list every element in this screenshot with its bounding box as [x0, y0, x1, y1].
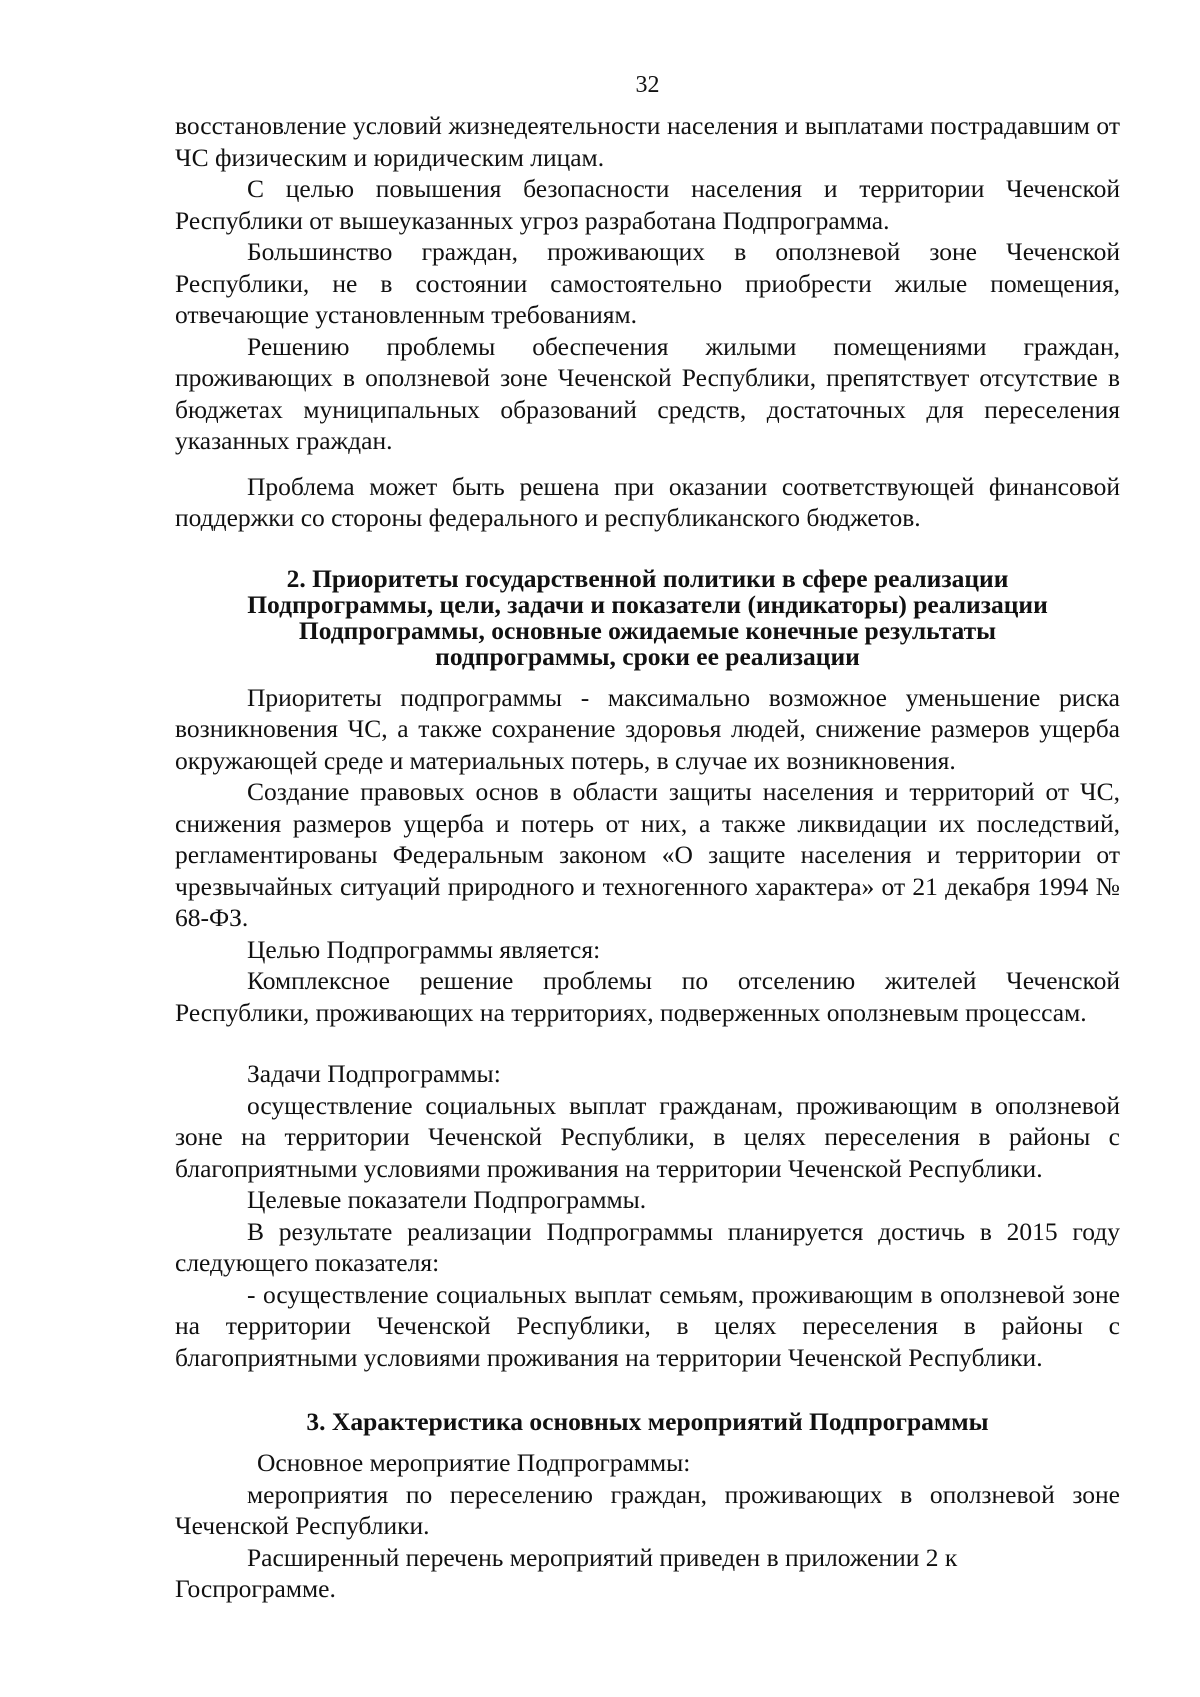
- section-3-paragraph-2: мероприятия по переселению граждан, проживающих в оползневой зоне Чеченской Республики.: [175, 1479, 1120, 1540]
- section-2-paragraph-6: осуществление социальных выплат гражданам, проживающим в оползневой зоне на территории Чеченской Республики, в целях переселения в районы с благоприятными условиями проживания на территории Чеченской Республики.: [175, 1090, 1120, 1183]
- intro-paragraph-1: восстановление условий жизнедеятельности населения и выплатами пострадавшим от ЧС физическим и юридическим лицам.: [175, 111, 1120, 172]
- section-2-heading-line-4: подпрограммы, сроки ее реализации: [435, 641, 860, 671]
- section-2-heading-line-3: Подпрограммы, основные ожидаемые конечные результаты: [298, 615, 997, 645]
- section-3-paragraph-1: Основное мероприятие Подпрограммы:: [257, 1448, 691, 1477]
- section-2-heading-line-2: Подпрограммы, цели, задачи и показатели (индикаторы) реализации: [247, 589, 1048, 619]
- section-2-paragraph-1: Приоритеты подпрограммы - максимально возможное уменьшение риска возникновения ЧС, а также сохранение здоровья людей, снижение размеров ущерба окружающей среде и материальных потерь, в случае их возникновения.: [175, 682, 1120, 775]
- page-number: 32: [635, 72, 660, 98]
- section-2-heading-line-1: 2. Приоритеты государственной политики в сфере реализации: [286, 563, 1009, 593]
- section-2-paragraph-7: Целевые показатели Подпрограммы.: [247, 1185, 647, 1214]
- section-2-paragraph-8: В результате реализации Подпрограммы планируется достичь в 2015 году следующего показателя:: [175, 1216, 1120, 1277]
- intro-paragraph-5: Проблема может быть решена при оказании соответствующей финансовой поддержки со стороны федерального и республиканского бюджетов.: [175, 471, 1120, 532]
- section-2-paragraph-9: - осуществление социальных выплат семьям, проживающим в оползневой зоне на территории Чеченской Республики, в целях переселения в районы с благоприятными условиями проживания на территории Чеченской Республики.: [175, 1279, 1120, 1372]
- section-2-paragraph-3: Целью Подпрограммы является:: [247, 934, 601, 964]
- document-page: [175, 70, 1120, 1605]
- section-3-paragraph-3: Расширенный перечень мероприятий приведен в приложении 2 к Госпрограмме.: [175, 1542, 958, 1603]
- section-2-heading: [175, 563, 1120, 671]
- intro-paragraph-2: С целью повышения безопасности населения и территории Чеченской Республики от вышеуказанных угроз разработана Подпрограмма.: [175, 174, 1120, 235]
- section-2-paragraph-4: Комплексное решение проблемы по отселению жителей Чеченской Республики, проживающих на территориях, подверженных оползневым процессам.: [175, 966, 1120, 1027]
- section-3-heading: 3. Характеристика основных мероприятий Подпрограммы: [306, 1407, 989, 1436]
- intro-paragraph-4: Решению проблемы обеспечения жилыми помещениями граждан, проживающих в оползневой зоне Чеченской Республики, препятствует отсутствие в бюджетах муниципальных образований средств, достаточных для переселения указанных граждан.: [175, 331, 1120, 455]
- intro-paragraph-3: Большинство граждан, проживающих в оползневой зоне Чеченской Республики, не в состоянии самостоятельно приобрести жилые помещения, отвечающие установленным требованиям.: [175, 237, 1120, 329]
- section-2-paragraph-5: Задачи Подпрограммы:: [247, 1059, 501, 1088]
- section-2-paragraph-2: Создание правовых основ в области защиты населения и территорий от ЧС, снижения размеров ущерба и потерь от них, а также ликвидации их последствий, регламентированы Федеральным законом «О защите населения и территории от чрезвычайных ситуаций природного и техногенного характера» от 21 декабря 1994 № 68-ФЗ.: [175, 777, 1120, 932]
